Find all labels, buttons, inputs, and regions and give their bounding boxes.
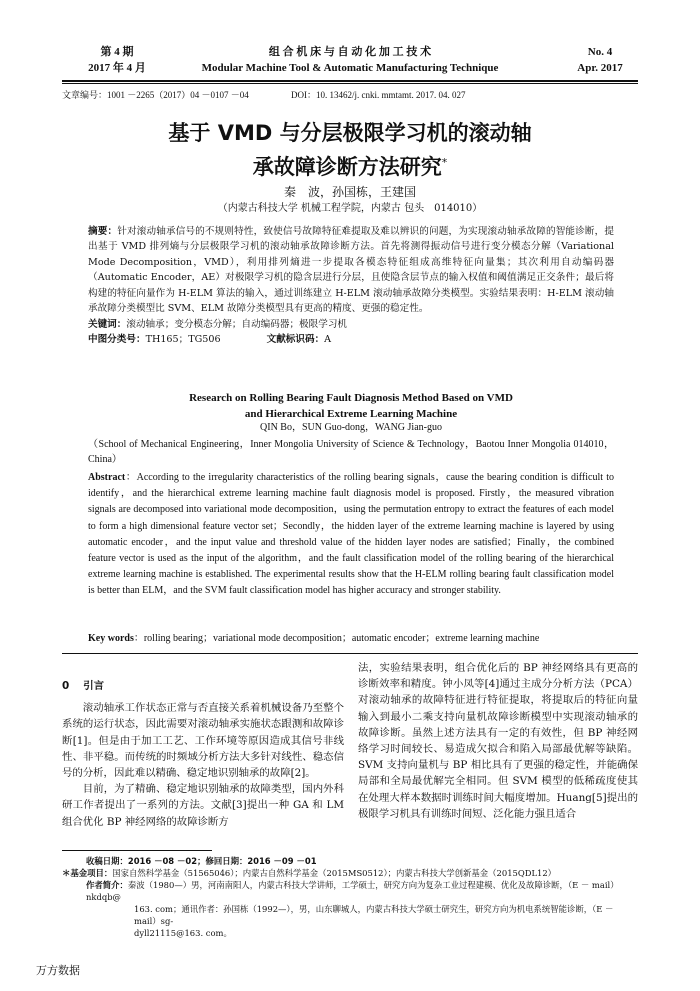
journal-name-cn: 组 合 机 床 与 自 动 化 加 工 技 术 [268,46,432,58]
watermark-footer: 万方数据 [36,964,80,977]
clc-value: TH165；TG506 [145,334,221,345]
issue-header-cn [62,44,172,76]
abstract-cn-text: 针对滚动轴承信号的不规则特性，致使信号故障特征难提取及难以辨识的问题，为实现滚动轴承故障的智能诊断，提出基于 VMD 排列熵与分层极限学习机的滚动轴承故障诊断方法。首先将测得振动信号进行变分模态分解（Variational Mode Decomposition，VMD），利用排列熵进一步提取各模态特征组成高维特征向量集；其次利用自动编码器（Automatic Encoder，AE）对极限学习机的隐含层进行分层，且使隐含层节点的输入权值和阈值满足正交条件；最后将构建的特征向量作为 H-ELM 算法的输入，通过训练建立 H-ELM 滚动轴承故障分类模型。实验结果表明：H-ELM 滚动轴承故障分类模型比 SVM、ELM 故障分类模型具有更高的精度、更强的稳定性。 [88,226,615,315]
section-number: 0 [62,680,70,692]
journal-header [180,44,520,76]
footnote-fund: ＊基金项目：国家自然科学基金（51565046）；内蒙古自然科学基金（2015MS0512）；内蒙古科技大学创新基金（2015QDL12） [62,868,557,878]
page-title [62,118,638,182]
keywords-cn [88,318,614,332]
english-authors: QIN Bo，SUN Guo-dong，WANG Jian-guo [260,422,442,433]
body-column-left [62,678,344,830]
doi: DOI：10. 13462/j. cnki. mmtamt. 2017. 04. 027 [291,90,466,100]
section-title: 引言 [83,680,105,692]
issue-date-cn: 2017 年 4 月 [88,62,146,74]
body-column-right [358,660,638,822]
section-divider [62,653,638,654]
doc-code-value: A [324,334,332,345]
footnotes [62,855,638,939]
english-keywords-text: ：rolling bearing；variational mode decomposition；automatic encoder；extreme learning machine [133,633,540,644]
intro-paragraph-1: 滚动轴承工作状态正常与否直接关系着机械设备乃至整个系统的运行状态，因此需要对滚动轴承实施状态跟测和故障诊断[1]。但是由于加工工艺、工作环境等原因造成其信号非线性、非平稳。而传统的时频域分析方法大多针对线性、稳态信号的分析，因此难以精确、稳定地识别轴承的故障[2]。 [62,702,344,780]
clc-label: 中图分类号： [88,334,146,345]
authors-cn: 秦 波，孙国栋，王建国 [283,185,416,199]
classification-line [88,333,614,347]
footnote-author-cont-2: dyll21115@163. com。 [134,928,232,938]
intro-paragraph-continued: 法，实验结果表明，组合优化后的 BP 神经网络具有更高的诊断效率和精度。钟小凤等[4]通过主成分分析方法（PCA）对滚动轴承的故障特征进行特征提取，将提取后的特征向量输入到最小二乘支持向量机故障诊断模型中实现滚动轴承的故障诊断。虽然上述方法具有一定的有效性，但 BP 神经网络学习时间较长、易造成欠拟合和陷入局部最优解等缺陷。SVM 支持向量机与 BP 相比具有了更强的稳定性，并能确保局部和全局最优解完全相同。但 SVM 模型的低稀疏度使其在处理大样本数据时训练时间大幅度增加。Huang[5]提出的极限学习机具有训练时间短、泛化能力强且适合 [358,662,638,820]
footnote-received: 收稿日期：2016 －08 －02；修回日期：2016 －09 －01 [86,856,317,866]
title-line-1: 基于 VMD 与分层极限学习机的滚动轴 [168,121,532,145]
affiliation-cn: （内蒙古科技大学 机械工程学院，内蒙古 包头 014010） [217,203,483,214]
doc-code-label: 文献标识码： [266,334,325,345]
issue-header-en [560,44,640,76]
intro-paragraph-2: 目前，为了精确、稳定地识别轴承的故障类型，国内外科研工作者提出了一系列的方法。文献[3]提出一种 GA 和 LM 组合优化 BP 神经网络的故障诊断方 [62,783,344,828]
keywords-cn-text: 滚动轴承；变分模态分解；自动编码器；极限学习机 [126,319,348,330]
english-keywords-label: Key words [88,633,134,644]
english-keywords [88,632,614,646]
section-heading-intro [62,678,344,694]
issue-number-cn: 第 4 期 [100,46,134,58]
issue-number-en: No. 4 [587,46,613,58]
english-title-line-1: Research on Rolling Bearing Fault Diagnosis Method Based on VMD [189,392,513,404]
article-info [62,89,638,101]
english-abstract [88,470,614,600]
title-line-2: 承故障诊断方法研究 [252,155,442,179]
english-title [88,390,614,422]
english-abstract-label: Abstract [88,472,126,483]
abstract-cn-label: 摘要： [88,226,118,237]
english-abstract-text: ：According to the irregularity characteristics of the rolling bearing signals，cause the bearing condition is difficult to identify，and the hierarchical extreme learning machine fault diagnosis model is proposed. Firstly，the measured vibration signals are decomposed into variational mode decomposition，using the permutation entropy to extract the features of each model to form a high dimensional feature vector set；Secondly，the hidden layer of the extreme learning machine is layered by using automatic encoder，and the input value and threshold value of the hidden layer nodes are satisfied；Finally，the combined feature vector is used as the input of the algorithm，and the fault classification model of the rolling bearing of the hierarchical extreme learning machine is established. The experimental results show that the H-ELM rolling bearing fault classification model is better than ELM，and the SVM fault classification model has higher accuracy and stronger stability. [88,472,614,597]
abstract-cn [88,224,614,316]
footnote-author-cont-1: 163. com；通讯作者：孙国栋（1992—），男，山东聊城人，内蒙古科技大学硕士研究生，研究方向为机电系统智能诊断，（E － mail）sg- [134,904,614,926]
title-footnote-mark: * [441,156,448,169]
header-rule-thin [62,83,638,84]
issue-date-en: Apr. 2017 [577,62,623,74]
footnote-rule [62,850,212,851]
english-title-line-2: and Hierarchical Extreme Learning Machine [244,408,458,420]
header-rule-thick [62,80,638,82]
article-number: 文章编号：1001 －2265（2017）04 －0107 －04 [62,90,249,100]
keywords-cn-label: 关键词： [88,319,127,330]
english-affiliation: （School of Mechanical Engineering，Inner Mongolia University of Science & Technology，Baotou Inner Mongolia 014010，China） [88,439,614,465]
footnote-author: 作者简介：秦波（1980—）男，河南南阳人，内蒙古科技大学讲师，工学硕士，研究方向为复杂工业过程建模、优化及故障诊断，（E － mail）nkdqb@ [86,880,619,902]
journal-name-en: Modular Machine Tool & Automatic Manufacturing Technique [201,62,499,74]
